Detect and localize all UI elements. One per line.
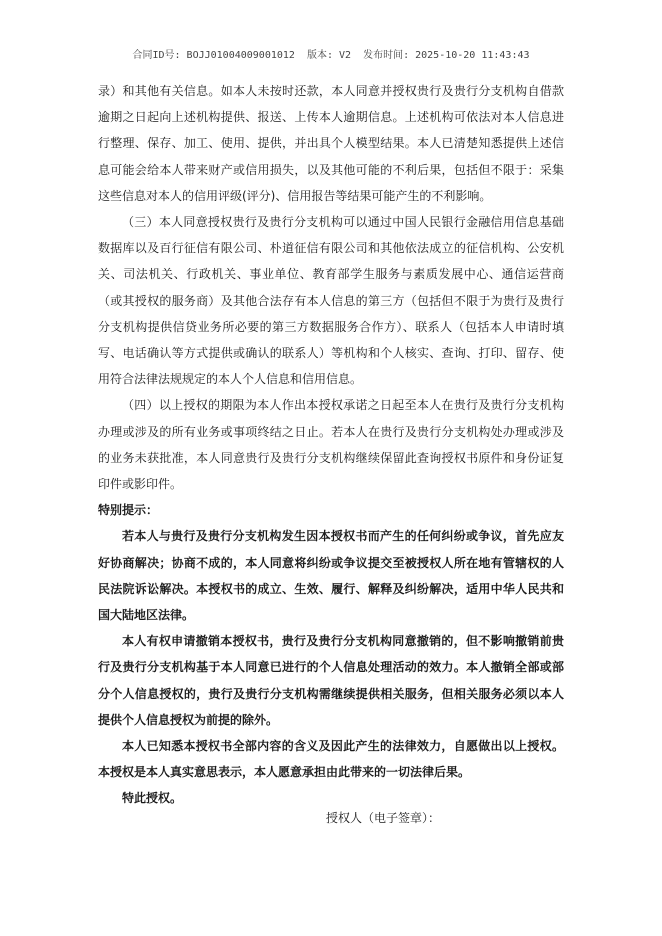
special-notice-title: 特别提示：	[98, 503, 159, 518]
special-notice-dispute: 若本人与贵行及贵行分支机构发生因本授权书而产生的任何纠纷或争议，首先应友好协商解决；协商不成的，本人同意将纠纷或争议提交至被授权人所在地有管辖权的人民法院诉讼解决。本授权书的成立、生效、履行、解释及纠纷解决，适用中华人民共和国大陆地区法律。	[98, 529, 564, 623]
contract-header: 合同ID号: BOJJ01004009001012 版本: V2 发布时间: 2025-10-20 11:43:43	[132, 50, 530, 61]
paragraph-4: （四）以上授权的期限为本人作出本授权承诺之日起至本人在贵行及贵行分支机构办理或涉及的所有业务或事项终结之日止。若本人在贵行及贵行分支机构处办理或涉及的业务未获批准，本人同意贵行及贵行分支机构继续保留此查询授权书原件和身份证复印件或影印件。	[98, 398, 564, 492]
special-notice-revoke: 本人有权申请撤销本授权书，贵行及贵行分支机构同意撤销的，但不影响撤销前贵行及贵行分支机构基于本人同意已进行的个人信息处理活动的效力。本人撤销全部或部分个人信息授权的，贵行及贵行分支机构需继续提供相关服务，但相关服务必须以本人提供个人信息授权为前提的除外。	[98, 634, 564, 727]
document-body	[98, 78, 564, 812]
special-notice-closing: 特此授权。	[122, 791, 183, 806]
paragraph-1: 录）和其他有关信息。如本人未按时还款，本人同意并授权贵行及贵行分支机构自借款逾期之日起向上述机构提供、报送、上传本人逾期信息。上述机构可依法对本人信息进行整理、保存、加工、使用、提供，并出具个人模型结果。本人已清楚知悉提供上述信息可能会给本人带来财产或信用损失，以及其他可能的不利后果，包括但不限于：采集这些信息对本人的信用评级(评分)、信用报告等结果可能产生的不利影响。	[98, 84, 564, 203]
paragraph-3: （三）本人同意授权贵行及贵行分支机构可以通过中国人民银行金融信用信息基础数据库以及百行征信有限公司、朴道征信有限公司和其他依法成立的征信机构、公安机关、司法机关、行政机关、事业单位、教育部学生服务与素质发展中心、通信运营商（或其授权的服务商）及其他合法存有本人信息的第三方（包括但不限于为贵行及贵行分支机构提供信贷业务所必要的第三方数据服务合作方）、联系人（包括本人申请时填写、电话确认等方式提供或确认的联系人）等机构和个人核实、查询、打印、留存、使用符合法律法规规定的本人个人信息和信用信息。	[98, 215, 564, 387]
signature-label: 授权人（电子签章）：	[326, 811, 441, 825]
special-notice-acknowledge: 本人已知悉本授权书全部内容的含义及因此产生的法律效力，自愿做出以上授权。本授权是本人真实意思表示，本人愿意承担由此带来的一切法律后果。	[98, 739, 564, 780]
